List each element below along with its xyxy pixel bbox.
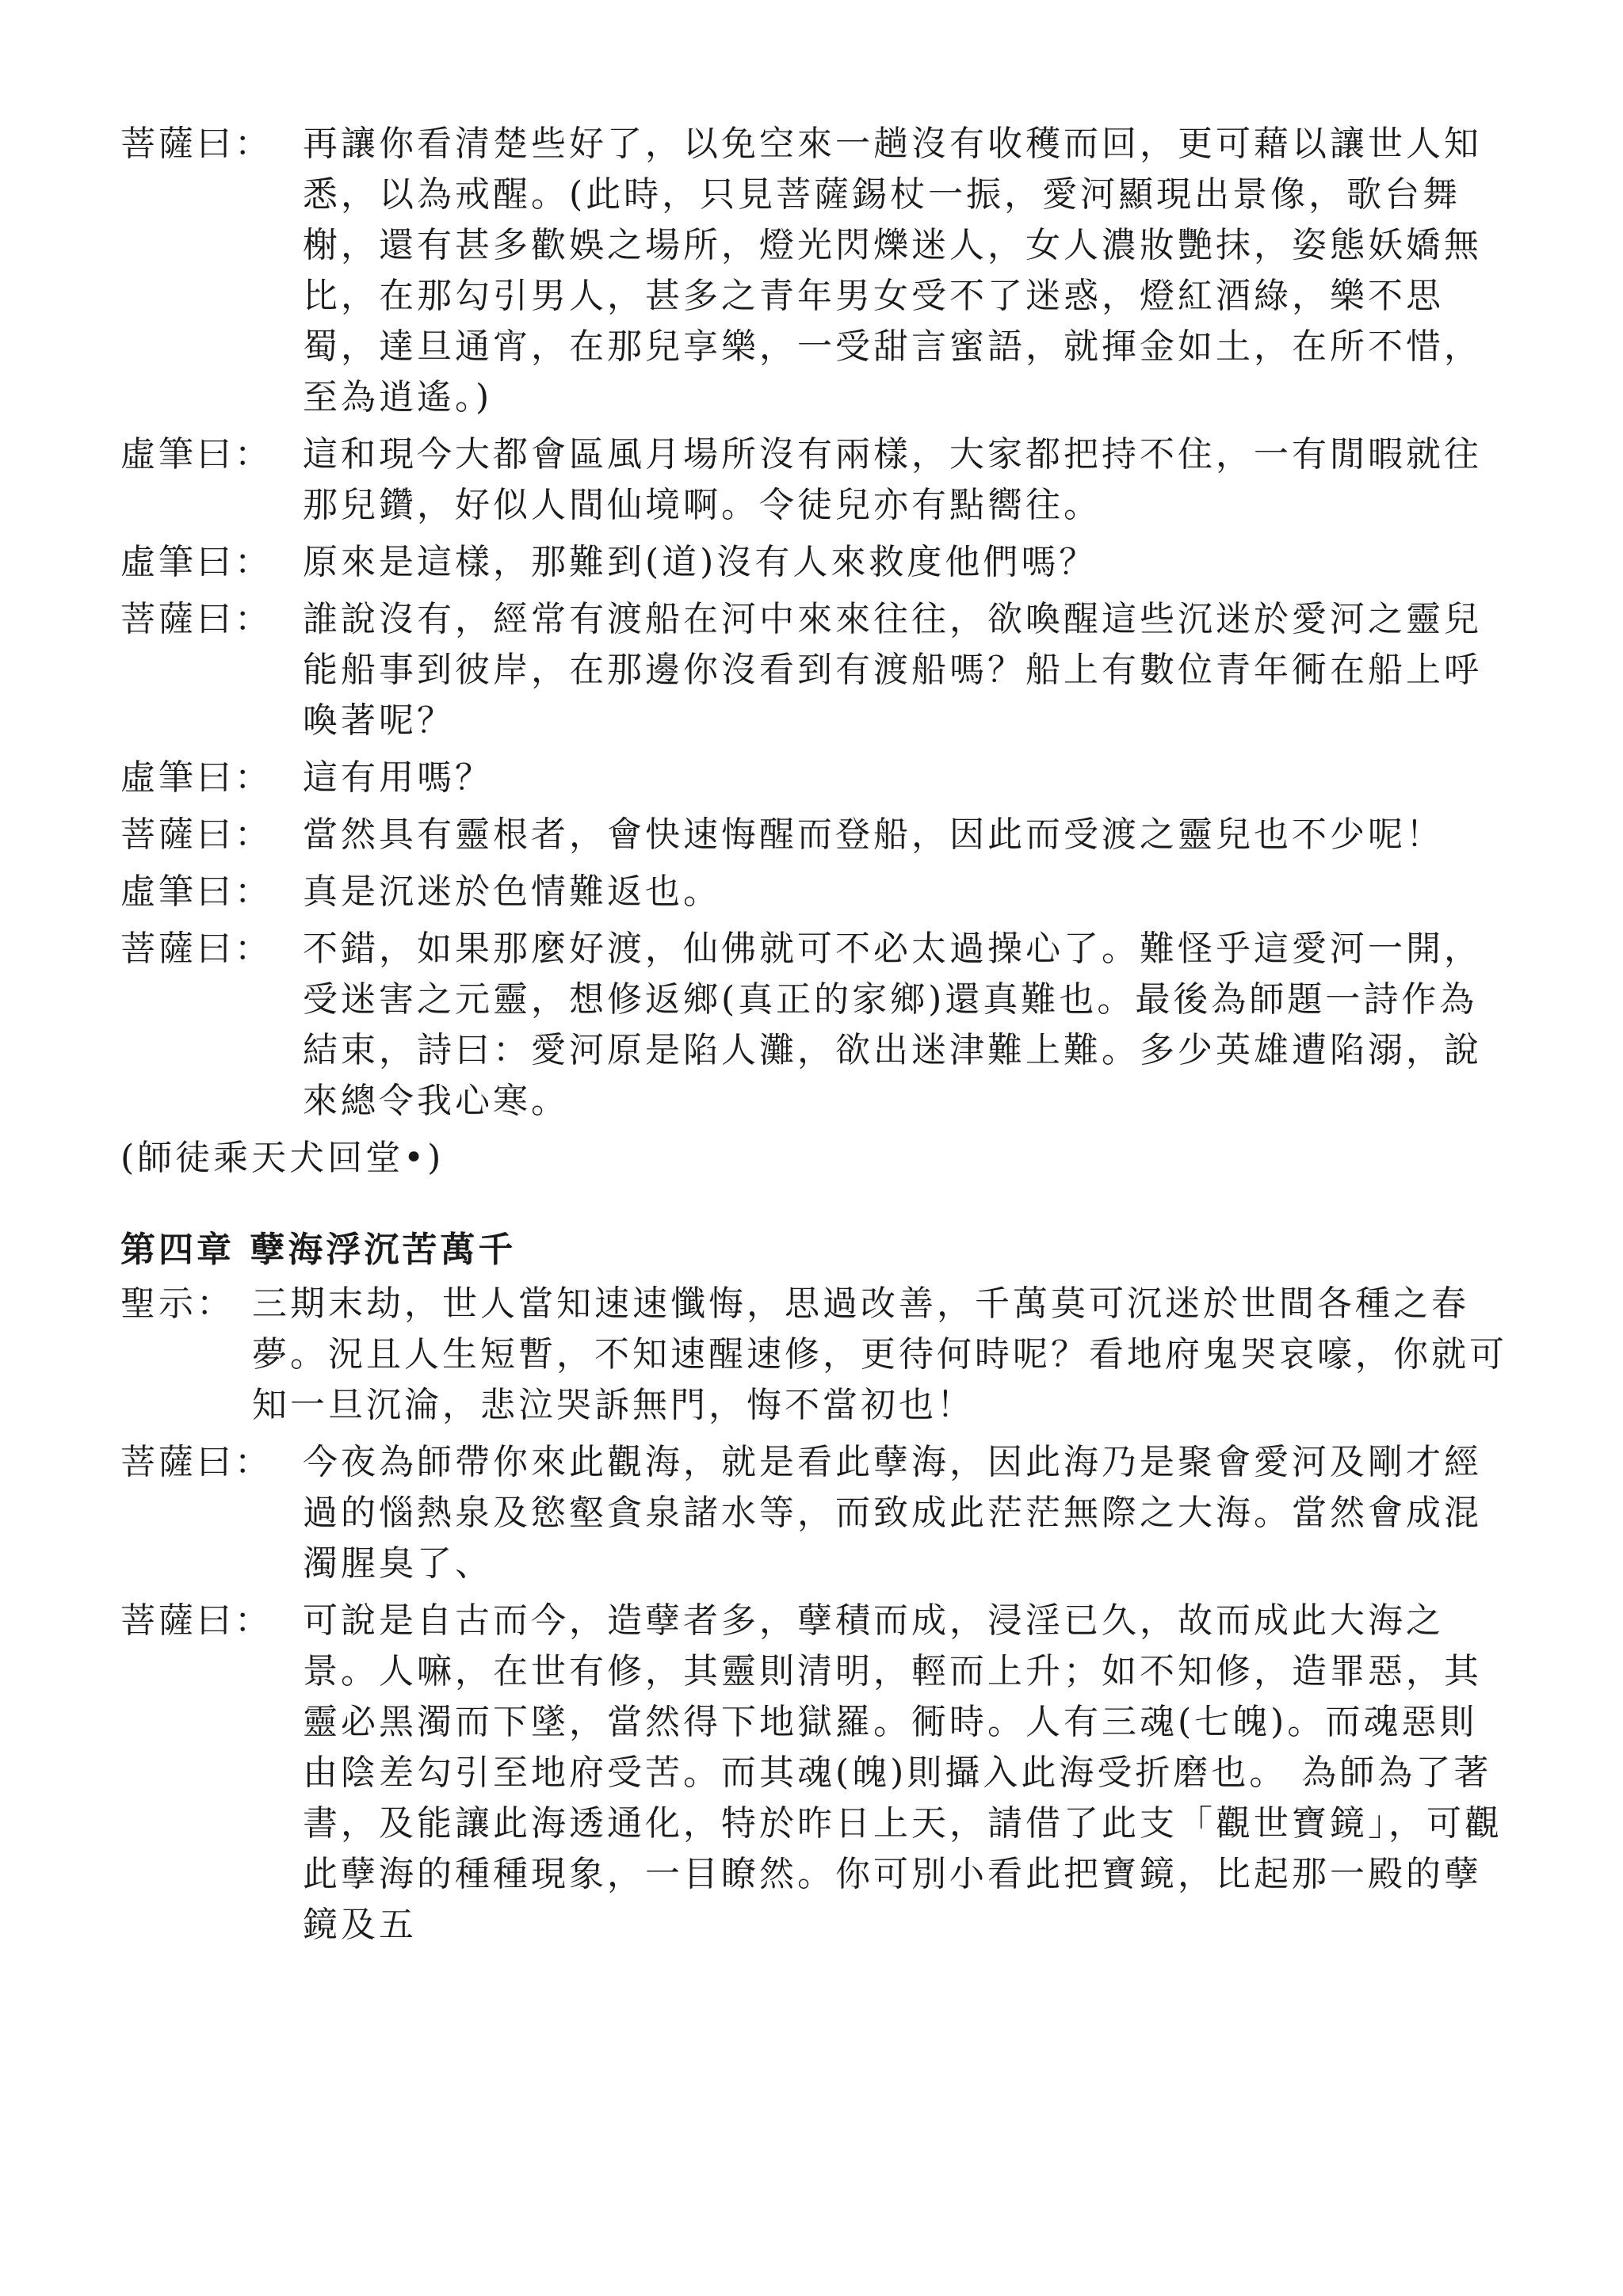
dialogue-text: 三期末劫，世人當知速速懺悔，思過改善，千萬莫可沉迷於世間各種之春夢。況且人生短暫，不知速醒速修，更待何時呢？看地府鬼哭哀嚎，你就可知一旦沉淪，悲泣哭訴無門，悔不當初也！ xyxy=(252,1283,1507,1425)
dialogue-entry xyxy=(120,594,1515,746)
dialogue-entry xyxy=(120,1279,1515,1431)
dialogue-entry xyxy=(120,429,1515,531)
dialogue-text: 可說是自古而今，造孽者多，孽積而成，浸淫已久，故而成此大海之景。人嘛，在世有修，其靈則清明，輕而上升；如不知修，造罪惡，其靈必黑濁而下墜，當然得下地獄羅。衕時。人有三魂(七魄)。而魂惡則由陰差勾引至地府受苦。而其魂(魄)則攝入此海受折磨也。 為師為了著書，及能讓此海透通化，特於昨日上天，請借了此支「觀世寶鏡」，可觀此孽海的種種現象，一目瞭然。你可別小看此把寶鏡，比起那一殿的孽鏡及五 xyxy=(303,1600,1503,1945)
speaker-label: 菩薩曰： xyxy=(120,814,273,855)
speaker-label: 虛筆曰： xyxy=(120,542,273,582)
dialogue-text: 這和現今大都會區風月場所沒有兩樣，大家都把持不住，一有閒暇就往那兒鑽，好似人間仙境啊。令徒兒亦有點嚮往。 xyxy=(303,434,1482,525)
dialogue-entry xyxy=(120,1437,1515,1589)
dialogue-entry xyxy=(120,867,1515,917)
speaker-label: 菩薩曰： xyxy=(120,599,273,639)
dialogue-text: 真是沉迷於色情難返也。 xyxy=(303,871,721,912)
dialogue-text: 不錯，如果那麼好渡，仙佛就可不必太過操心了。難怪乎這愛河一開，受迷害之元靈，想修返鄉(真正的家鄉)還真難也。最後為師題一詩作為結束，詩曰：愛河原是陷人灘，欲出迷津難上難。多少英雄遭陷溺，說來總令我心寒。 xyxy=(303,929,1482,1121)
speaker-label: 菩薩曰： xyxy=(120,1600,273,1641)
dialogue-entry xyxy=(120,1596,1515,1951)
dialogue-entry xyxy=(120,753,1515,803)
speaker-label: 虛筆曰： xyxy=(120,434,273,475)
speaker-label: 虛筆曰： xyxy=(120,757,273,798)
document-page xyxy=(120,119,1515,1957)
speaker-label: 菩薩曰： xyxy=(120,929,273,969)
closing-note: (師徒乘天犬回堂•) xyxy=(120,1138,445,1178)
dialogue-text: 再讓你看清楚些好了，以免空來一趟沒有收穫而回，更可藉以讓世人知悉，以為戒醒。(此時，只見菩薩錫杖一振，愛河顯現出景像，歌台舞榭，還有甚多歡娛之場所，燈光閃爍迷人，女人濃妝艷抹，姿態妖嬌無比，在那勾引男人，甚多之青年男女受不了迷惑，燈紅酒綠，樂不思蜀，達旦通宵，在那兒享樂，一受甜言蜜語，就揮金如土，在所不惜，至為逍遙。) xyxy=(303,124,1482,418)
dialogue-text: 這有用嗎？ xyxy=(303,757,493,798)
dialogue-entry xyxy=(120,537,1515,588)
speaker-label: 菩薩曰： xyxy=(120,124,273,164)
dialogue-entry xyxy=(120,119,1515,423)
dialogue-text: 當然具有靈根者，會快速悔醒而登船，因此而受渡之靈兒也不少呢！ xyxy=(303,814,1444,855)
dialogue-text: 今夜為師帶你來此觀海，就是看此孽海，因此海乃是聚會愛河及剛才經過的惱熱泉及慾壑貪泉諸水等，而致成此茫茫無際之大海。當然會成混濁腥臭了、 xyxy=(303,1442,1482,1584)
speaker-label: 菩薩曰： xyxy=(120,1442,273,1482)
dialogue-entry xyxy=(120,924,1515,1127)
dialogue-entry xyxy=(120,810,1515,860)
speaker-label: 虛筆曰： xyxy=(120,871,273,912)
speaker-label: 聖示： xyxy=(120,1283,235,1324)
dialogue-text: 誰說沒有，經常有渡船在河中來來往往，欲喚醒這些沉迷於愛河之靈兒能船事到彼岸，在那邊你沒看到有渡船嗎？船上有數位青年衕在船上呼喚著呢？ xyxy=(303,599,1482,741)
chapter-title: 第四章 孽海浮沉苦萬千 xyxy=(120,1230,517,1270)
dialogue-text: 原來是這樣，那難到(道)沒有人來救度他們嗎？ xyxy=(303,542,1098,582)
